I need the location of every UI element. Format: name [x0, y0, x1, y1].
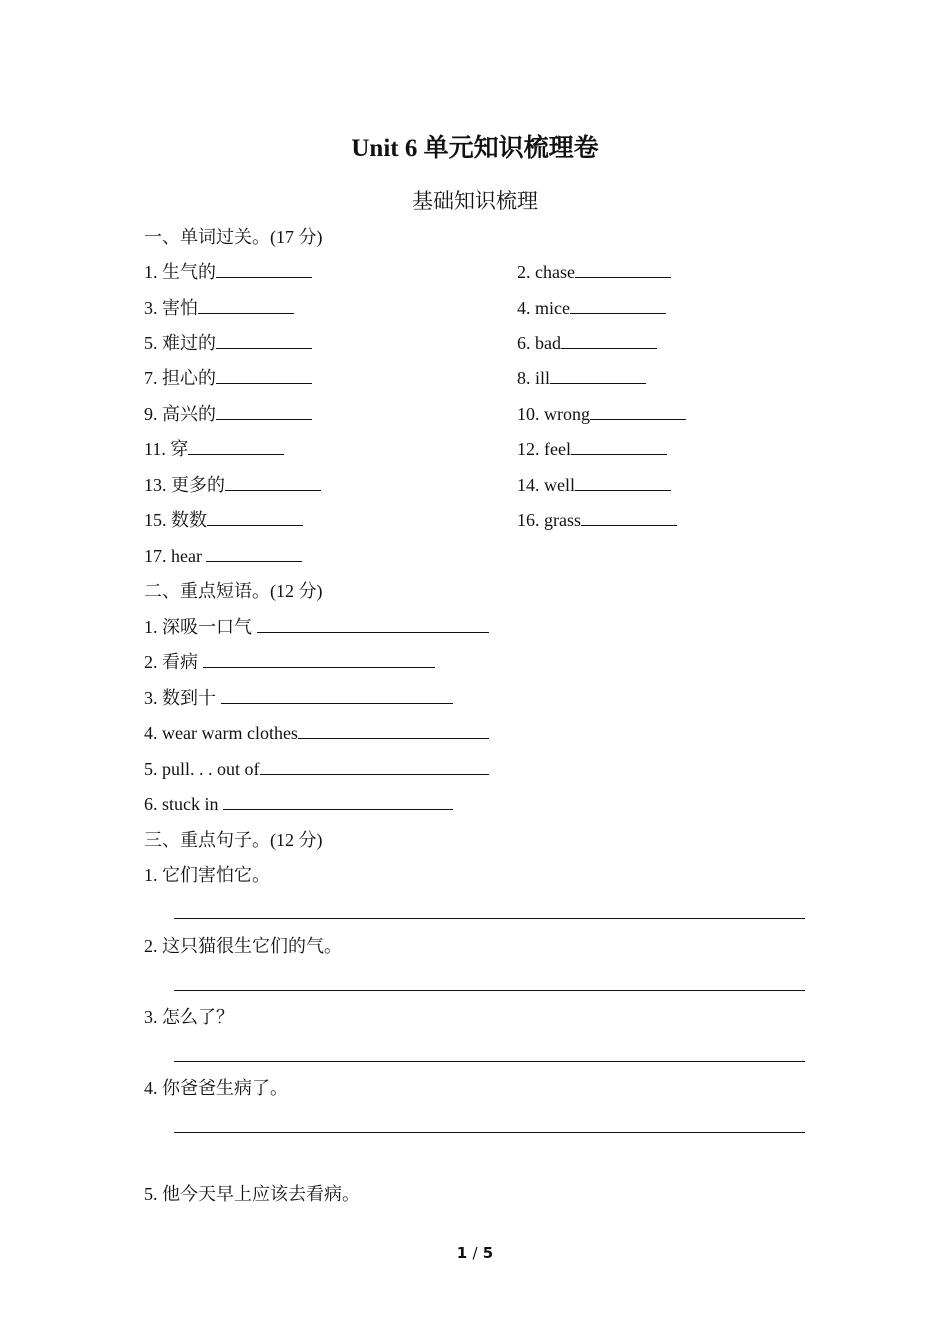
- answer-blank[interactable]: [198, 296, 294, 314]
- page-separator: /: [472, 1244, 478, 1262]
- answer-line[interactable]: [174, 1061, 805, 1062]
- phrase-item-3: 3. 数到十: [144, 686, 453, 710]
- answer-blank[interactable]: [216, 260, 312, 278]
- phrase-item-2: 2. 看病: [144, 650, 435, 674]
- word-item-5: 5. 难过的: [144, 331, 312, 355]
- answer-blank[interactable]: [575, 473, 671, 491]
- word-item-13: 13. 更多的: [144, 473, 321, 497]
- word-item-2: 2. chase: [517, 260, 671, 284]
- total-pages: 5: [482, 1244, 494, 1262]
- sentence-item-4: 4. 你爸爸生病了。: [144, 1078, 288, 1098]
- section-3-heading: 三、重点句子。(12 分): [144, 830, 323, 850]
- answer-blank[interactable]: [561, 331, 657, 349]
- answer-blank[interactable]: [188, 437, 284, 455]
- answer-blank[interactable]: [225, 473, 321, 491]
- phrase-item-5: 5. pull. . . out of: [144, 757, 489, 781]
- sentence-item-1: 1. 它们害怕它。: [144, 865, 270, 885]
- answer-blank[interactable]: [571, 437, 667, 455]
- sentence-item-2: 2. 这只猫很生它们的气。: [144, 936, 342, 956]
- word-item-7: 7. 担心的: [144, 366, 312, 390]
- answer-blank[interactable]: [581, 508, 677, 526]
- answer-line[interactable]: [174, 1132, 805, 1133]
- answer-blank[interactable]: [550, 366, 646, 384]
- word-item-15: 15. 数数: [144, 508, 303, 532]
- answer-blank[interactable]: [216, 402, 312, 420]
- phrase-item-4: 4. wear warm clothes: [144, 721, 489, 745]
- word-item-6: 6. bad: [517, 331, 657, 355]
- sentence-item-5: 5. 他今天早上应该去看病。: [144, 1184, 360, 1204]
- answer-blank[interactable]: [570, 296, 666, 314]
- answer-blank[interactable]: [207, 508, 303, 526]
- word-item-17: 17. hear: [144, 544, 302, 568]
- answer-blank[interactable]: [216, 331, 312, 349]
- page-title: Unit 6 单元知识梳理卷: [351, 135, 599, 162]
- phrase-item-6: 6. stuck in: [144, 792, 453, 816]
- page-subtitle: 基础知识梳理: [412, 189, 538, 213]
- current-page: 1: [456, 1244, 468, 1262]
- answer-blank[interactable]: [216, 366, 312, 384]
- word-item-9: 9. 高兴的: [144, 402, 312, 426]
- answer-blank[interactable]: [206, 544, 302, 562]
- answer-blank[interactable]: [203, 650, 435, 668]
- answer-blank[interactable]: [590, 402, 686, 420]
- answer-line[interactable]: [174, 990, 805, 991]
- answer-blank[interactable]: [298, 721, 489, 739]
- phrase-item-1: 1. 深吸一口气: [144, 615, 489, 639]
- word-item-10: 10. wrong: [517, 402, 686, 426]
- word-item-4: 4. mice: [517, 296, 666, 320]
- word-item-3: 3. 害怕: [144, 296, 294, 320]
- word-item-11: 11. 穿: [144, 437, 284, 461]
- answer-blank[interactable]: [257, 615, 489, 633]
- section-2-heading: 二、重点短语。(12 分): [144, 581, 323, 601]
- word-item-8: 8. ill: [517, 366, 646, 390]
- answer-blank[interactable]: [221, 686, 453, 704]
- answer-blank[interactable]: [223, 792, 453, 810]
- word-item-1: 1. 生气的: [144, 260, 312, 284]
- word-item-16: 16. grass: [517, 508, 677, 532]
- word-item-12: 12. feel: [517, 437, 667, 461]
- answer-blank[interactable]: [575, 260, 671, 278]
- answer-line[interactable]: [174, 918, 805, 919]
- section-1-heading: 一、单词过关。(17 分): [144, 227, 323, 247]
- sentence-item-3: 3. 怎么了？: [144, 1007, 234, 1027]
- word-item-14: 14. well: [517, 473, 671, 497]
- page-number: [0, 1242, 950, 1264]
- answer-blank[interactable]: [260, 757, 489, 775]
